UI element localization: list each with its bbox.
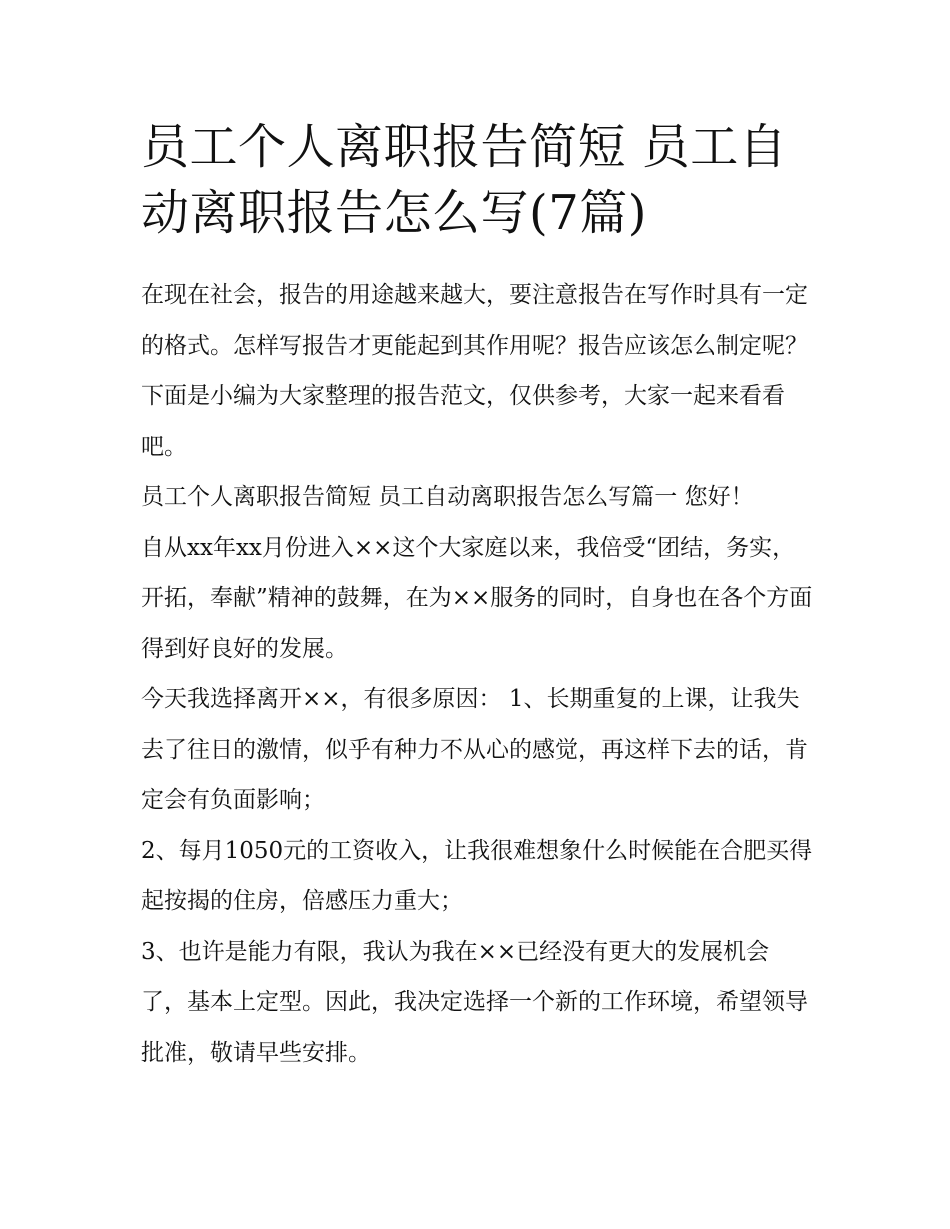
paragraph-heading-part-one: 员工个人离职报告简短 员工自动离职报告怎么写篇一 您好！ xyxy=(141,484,754,510)
paragraph-salary: 2、每月1050元的工资收入，让我很难想象什么时候能在合肥买得起按揭的住房，倍感压力重大； xyxy=(141,837,813,914)
paragraph-intro: 在现在社会，报告的用途越来越大，要注意报告在写作时具有一定的格式。怎样写报告才更能起到其作用呢？报告应该怎么制定呢？下面是小编为大家整理的报告范文，仅供参考，大家一起来看看吧。 xyxy=(141,282,808,460)
document-title: 员工个人离职报告简短 员工自动离职报告怎么写(7篇) xyxy=(141,119,788,241)
paragraph-since-joining: 自从xx年xx月份进入××这个大家庭以来，我倍受“团结，务实，开拓，奉献”精神的鼓舞，在为××服务的同时，自身也在各个方面得到好良好的发展。 xyxy=(141,534,813,662)
document-body xyxy=(141,270,813,1078)
document-content xyxy=(141,114,813,1078)
paragraph-decision: 3、也许是能力有限，我认为我在××已经没有更大的发展机会了，基本上定型。因此，我决定选择一个新的工作环境，希望领导批准，敬请早些安排。 xyxy=(141,938,808,1066)
paragraph-reasons: 今天我选择离开××，有很多原因： 1、长期重复的上课，让我失去了往日的激情，似乎有种力不从心的感觉，再这样下去的话，肯定会有负面影响； xyxy=(141,686,808,813)
